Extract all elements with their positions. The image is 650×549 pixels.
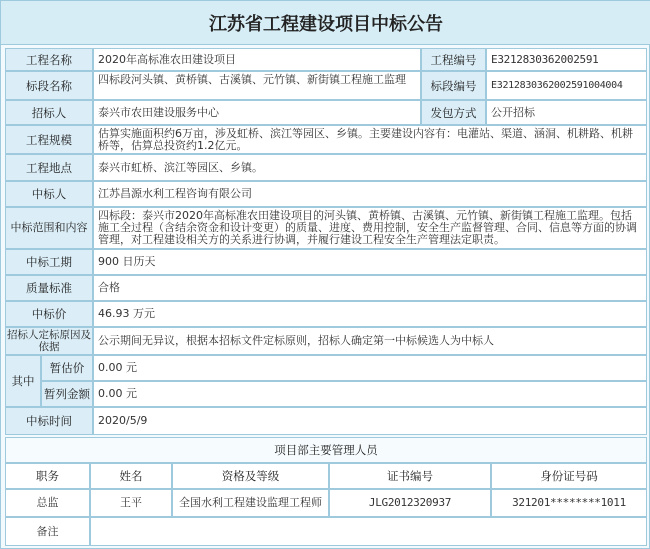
scale-value: 估算实施面积约6万亩，涉及虹桥、滨江等园区、乡镇。主要建设内容有：电灌站、渠道、涵洞、机耕路、机耕桥等，估算总投资约1.2亿元。 xyxy=(93,125,647,154)
bid-method-value: 公开招标 xyxy=(486,100,647,125)
provisional-label: 暂估价 xyxy=(41,355,93,381)
staff-col-qualification: 资格及等级 xyxy=(172,463,329,489)
project-no-label: 工程编号 xyxy=(421,48,486,71)
quality-label: 质量标准 xyxy=(5,275,93,301)
project-name-label: 工程名称 xyxy=(5,48,93,71)
provisional-value: 0.00 元 xyxy=(93,355,647,381)
quality-value: 合格 xyxy=(93,275,647,301)
staff-row-qualification: 全国水利工程建设监理工程师 xyxy=(172,489,329,517)
staff-row-role: 总监 xyxy=(5,489,90,517)
period-value: 900 日历天 xyxy=(93,249,647,275)
reason-label: 招标人定标原因及依据 xyxy=(7,329,91,353)
scope-label: 中标范围和内容 xyxy=(5,207,93,249)
tenderer-label: 招标人 xyxy=(5,100,93,125)
project-no-value: E3212830362002591 xyxy=(486,48,647,71)
date-value: 2020/5/9 xyxy=(93,407,647,435)
staff-row-cert: JLG2012320937 xyxy=(329,489,491,517)
scope-value: 四标段：泰兴市2020年高标准农田建设项目的河头镇、黄桥镇、古溪镇、元竹镇、新街镇工程施工监理。包括施工全过程（含结余资金和设计变更）的质量、进度、费用控制，安全生产监督管理、合同、信息等方面的协调管理，对工程建设相关方的关系进行协调，并履行建设工程安全生产管理法定职责。 xyxy=(93,207,647,249)
scale-label: 工程规模 xyxy=(5,125,93,154)
location-label: 工程地点 xyxy=(5,154,93,181)
project-name-value: 2020年高标准农田建设项目 xyxy=(93,48,421,71)
section-name-label: 标段名称 xyxy=(5,71,93,100)
section-name-value: 四标段河头镇、黄桥镇、古溪镇、元竹镇、新街镇工程施工监理 xyxy=(93,71,421,100)
price-value: 46.93 万元 xyxy=(93,301,647,327)
section-no-label: 标段编号 xyxy=(421,71,486,100)
period-label: 中标工期 xyxy=(5,249,93,275)
winner-value: 江苏昌源水利工程咨询有限公司 xyxy=(93,181,647,207)
among-label: 其中 xyxy=(5,355,41,407)
staff-heading: 项目部主要管理人员 xyxy=(5,437,647,463)
price-label: 中标价 xyxy=(5,301,93,327)
provisional-amount-label: 暂列金额 xyxy=(41,381,93,407)
provisional-amount-value: 0.00 元 xyxy=(93,381,647,407)
staff-col-cert: 证书编号 xyxy=(329,463,491,489)
staff-col-name: 姓名 xyxy=(90,463,172,489)
bid-method-label: 发包方式 xyxy=(421,100,486,125)
staff-col-role: 职务 xyxy=(5,463,90,489)
staff-col-id: 身份证号码 xyxy=(491,463,647,489)
remark-label: 备注 xyxy=(5,517,90,546)
staff-row-name: 王平 xyxy=(90,489,172,517)
remark-value xyxy=(90,517,647,546)
tenderer-value: 泰兴市农田建设服务中心 xyxy=(93,100,421,125)
page-title: 江苏省工程建设项目中标公告 xyxy=(1,1,650,45)
section-no-value: E3212830362002591004004 xyxy=(486,71,647,100)
reason-value: 公示期间无异议，根据本招标文件定标原则，招标人确定第一中标候选人为中标人 xyxy=(93,327,647,355)
winner-label: 中标人 xyxy=(5,181,93,207)
staff-row-id: 321201********1011 xyxy=(491,489,647,517)
date-label: 中标时间 xyxy=(5,407,93,435)
location-value: 泰兴市虹桥、滨江等园区、乡镇。 xyxy=(93,154,647,181)
